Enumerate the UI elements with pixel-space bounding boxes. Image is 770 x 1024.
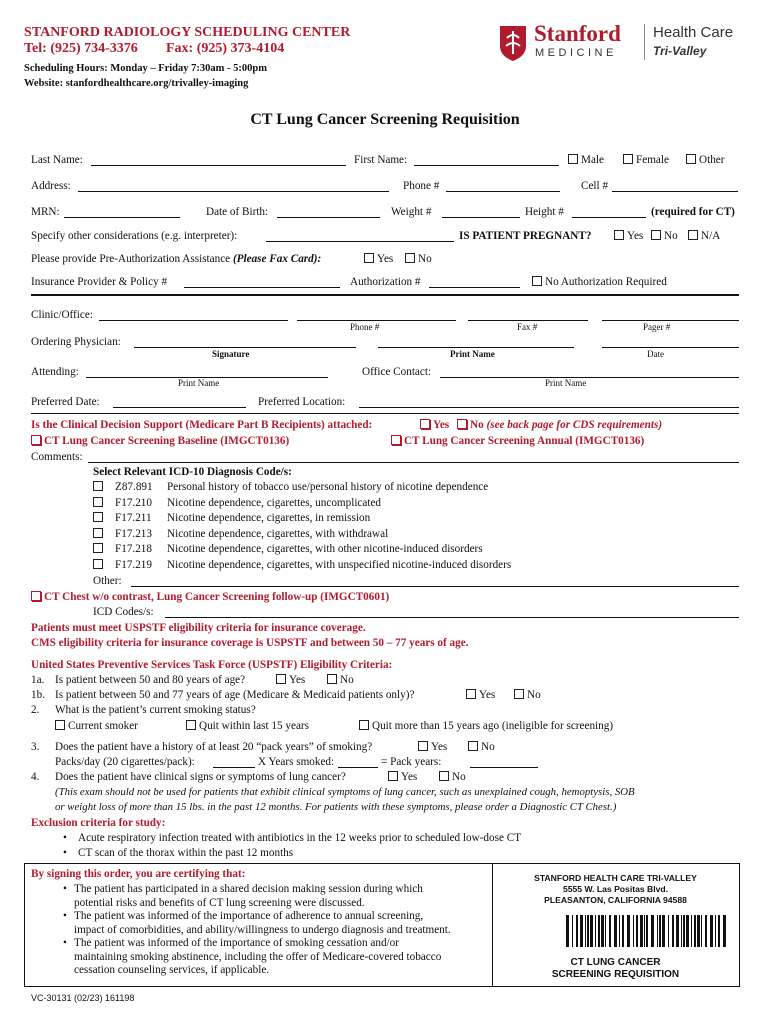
- attending-field[interactable]: [86, 367, 328, 378]
- sex-male-option[interactable]: [568, 154, 604, 167]
- icd-desc: Nicotine dependence, cigarettes, with unspecified nicotine-induced disorders: [167, 558, 512, 571]
- pregnant-yes-checkbox[interactable]: [614, 230, 624, 240]
- comments-label: Comments:: [31, 451, 83, 463]
- sex-other-option[interactable]: [686, 154, 724, 167]
- ordering-physician-label: Ordering Physician:: [31, 336, 121, 348]
- logo-trivalley-text: Tri-Valley: [653, 44, 707, 58]
- signing-bullet-dot: •: [63, 910, 67, 922]
- female-label: Female: [636, 154, 669, 166]
- q3-number: 3.: [31, 741, 40, 753]
- icd-desc: Personal history of tobacco use/personal history of nicotine dependence: [167, 481, 489, 493]
- cds-yes-option[interactable]: [420, 419, 449, 432]
- annual-option[interactable]: [391, 435, 644, 448]
- q4-yes-option[interactable]: [388, 771, 417, 784]
- q1a-yes-option[interactable]: [276, 674, 305, 687]
- icd-code: F17.218: [115, 543, 152, 555]
- other-checkbox[interactable]: [686, 154, 696, 164]
- q3-yes-option[interactable]: [418, 741, 447, 754]
- cds-no-option[interactable]: [457, 419, 662, 432]
- icd-title: Select Relevant ICD-10 Diagnosis Code/s:: [93, 466, 292, 478]
- mrn-field[interactable]: [64, 207, 180, 218]
- exclusion-bullet-2: •: [63, 847, 67, 859]
- quit-more-option[interactable]: [359, 720, 613, 733]
- signing-bullet-dot: •: [63, 883, 67, 895]
- center-fax: Fax: (925) 373-4104: [166, 41, 285, 56]
- address-line3: PLEASANTON, CALIFORNIA 94588: [544, 895, 687, 905]
- preauth-yes-label: Yes: [377, 253, 394, 265]
- icd-code-checkbox[interactable]: [93, 497, 103, 507]
- address-field[interactable]: [78, 181, 389, 192]
- scheduling-hours: Scheduling Hours: Monday – Friday 7:30am - 5:00pm: [24, 63, 267, 74]
- q2-number: 2.: [31, 704, 40, 716]
- pregnant-na-option[interactable]: [688, 230, 720, 243]
- address-line1: STANFORD HEALTH CARE TRI-VALLEY: [534, 873, 697, 883]
- packs-field[interactable]: [213, 757, 255, 768]
- quit-within-option[interactable]: [186, 720, 309, 733]
- icd-code-checkbox[interactable]: [93, 559, 103, 569]
- preauth-label: Please provide Pre-Authorization Assistance (Please Fax Card):: [31, 253, 322, 265]
- icd-code: F17.210: [115, 496, 152, 509]
- pregnant-na-label: N/A: [701, 230, 721, 242]
- female-checkbox[interactable]: [623, 154, 633, 164]
- q1b-no-checkbox[interactable]: [514, 689, 524, 699]
- pregnant-no-checkbox[interactable]: [651, 230, 661, 240]
- attending-print-name-caption: Print Name: [178, 378, 220, 388]
- clinic-phone-caption: Phone #: [350, 322, 380, 332]
- pack-years-label: = Pack years:: [381, 756, 442, 768]
- pregnant-label: IS PATIENT PREGNANT?: [459, 230, 592, 242]
- icd-code: Z87.891: [115, 481, 153, 493]
- q4-yes-label: Yes: [401, 771, 418, 783]
- q4-number: 4.: [31, 771, 40, 783]
- stanford-logo: [498, 21, 748, 64]
- current-smoker-option[interactable]: [55, 720, 138, 733]
- signing-bullet-line: The patient was informed of the importance of adherence to annual screening,: [74, 910, 424, 922]
- no-auth-option[interactable]: [532, 276, 667, 289]
- preauth-yes-checkbox[interactable]: [364, 253, 374, 263]
- signing-bullet-line: potential risks and benefits of CT lung screening were discussed.: [74, 896, 365, 909]
- cms-line: CMS eligibility criteria for insurance coverage is USPSTF and between 50 – 77 years of age.: [31, 637, 469, 649]
- preauth-no-checkbox[interactable]: [405, 253, 415, 263]
- followup-checkbox[interactable]: [31, 591, 41, 601]
- icd-other-label: Other:: [93, 575, 122, 587]
- icd-other-field[interactable]: [131, 576, 739, 587]
- clinic-office-field[interactable]: [99, 310, 288, 321]
- last-name-label: Last Name:: [31, 154, 83, 166]
- clinic-pager-caption: Pager #: [643, 322, 671, 332]
- q1b-no-option[interactable]: [514, 689, 541, 702]
- preauth-yes-option[interactable]: [364, 253, 393, 266]
- q1a-no-checkbox[interactable]: [327, 674, 337, 684]
- icd-desc: Nicotine dependence, cigarettes, in remission: [167, 512, 371, 524]
- exclusion-item-1: Acute respiratory infection treated with antibiotics in the 12 weeks prior to scheduled low-dose CT: [78, 832, 522, 844]
- current-smoker-label: Current smoker: [68, 720, 138, 732]
- height-label: Height #: [525, 206, 564, 218]
- required-note: (required for CT): [651, 206, 735, 218]
- comments-field[interactable]: [88, 452, 739, 463]
- clinic-fax-caption: Fax #: [517, 322, 538, 332]
- quit-more-label: Quit more than 15 years ago (ineligible for screening): [372, 720, 614, 732]
- followup-option[interactable]: [31, 591, 389, 604]
- q1a-text: Is patient between 50 and 80 years of age?: [55, 674, 246, 686]
- years-smoked-field[interactable]: [338, 757, 378, 768]
- no-auth-label: No Authorization Required: [545, 276, 667, 288]
- clinic-office-label: Clinic/Office:: [31, 309, 93, 321]
- signing-bullet-line: maintaining smoking abstinence, including the offer of Medicare-covered tobacco: [74, 950, 442, 963]
- last-name-field[interactable]: [91, 155, 346, 166]
- ordering-signature-field[interactable]: [134, 337, 356, 348]
- icd-code-option[interactable]: [93, 528, 388, 541]
- q3-text: Does the patient have a history of at least 20 “pack years” of smoking?: [55, 741, 373, 753]
- preauth-no-option[interactable]: [405, 253, 432, 266]
- baseline-checkbox[interactable]: [31, 435, 41, 445]
- cds-no-label: No: [470, 419, 484, 431]
- icd-code-option[interactable]: [93, 512, 370, 525]
- cell-label: Cell #: [581, 180, 609, 192]
- pregnant-na-checkbox[interactable]: [688, 230, 698, 240]
- insurance-field[interactable]: [184, 277, 340, 288]
- icd-code: F17.219: [115, 558, 152, 571]
- preferred-date-field[interactable]: [113, 397, 246, 408]
- phone-label: Phone #: [403, 180, 440, 192]
- followup-label: CT Chest w/o contrast, Lung Cancer Screening follow-up (IMGCT0601): [44, 591, 390, 603]
- icd-code-checkbox[interactable]: [93, 543, 103, 553]
- pack-years-field[interactable]: [470, 757, 538, 768]
- icd-code: F17.211: [115, 512, 152, 524]
- address-line2: 5555 W. Las Positas Blvd.: [562, 884, 669, 894]
- uspstf-line: Patients must meet USPSTF eligibility criteria for insurance coverage.: [31, 622, 366, 634]
- ordering-print-name-field[interactable]: [378, 337, 574, 348]
- q1a-no-option[interactable]: [327, 674, 354, 687]
- years-smoked-label: X Years smoked:: [258, 756, 335, 768]
- exclusion-title: Exclusion criteria for study:: [31, 817, 166, 829]
- form-title: CT Lung Cancer Screening Requisition: [250, 111, 520, 128]
- q1b-number: 1b.: [31, 689, 45, 701]
- icd-code-option[interactable]: [93, 497, 381, 510]
- date-caption: Date: [647, 349, 664, 359]
- q3-yes-checkbox[interactable]: [418, 741, 428, 751]
- icd-codes-label: ICD Codes/s:: [93, 606, 154, 618]
- q1b-yes-option[interactable]: [466, 689, 495, 702]
- pregnant-no-option[interactable]: [651, 230, 678, 243]
- clinic-phone-field[interactable]: [297, 310, 456, 321]
- q2-text: What is the patient’s current smoking status?: [55, 704, 256, 716]
- doc-title-line1: CT LUNG CANCER: [570, 957, 661, 968]
- dob-label: Date of Birth:: [206, 206, 269, 218]
- logo-medicine-text: MEDICINE: [535, 47, 617, 59]
- baseline-option[interactable]: [31, 435, 289, 448]
- q4-yes-checkbox[interactable]: [388, 771, 398, 781]
- center-tel: Tel: (925) 734-3376: [24, 41, 138, 56]
- stanford-seal-icon: [498, 24, 528, 62]
- q3-no-checkbox[interactable]: [468, 741, 478, 751]
- pregnant-no-label: No: [664, 230, 678, 242]
- preferred-date-label: Preferred Date:: [31, 396, 100, 408]
- center-name: STANFORD RADIOLOGY SCHEDULING CENTER: [24, 25, 351, 40]
- cell-field[interactable]: [612, 181, 738, 192]
- q4-note-line1: (This exam should not be used for patients that exhibit clinical symptoms of lung cancer, such as unexplained cough, hemoptysis, SOB: [55, 786, 635, 798]
- criteria-title: United States Preventive Services Task Force (USPSTF) Eligibility Criteria:: [31, 659, 393, 671]
- insurance-label: Insurance Provider & Policy #: [31, 276, 168, 288]
- website: Website: stanfordhealthcare.org/trivalley-imaging: [24, 78, 249, 89]
- office-contact-label: Office Contact:: [362, 366, 432, 378]
- icd-desc: Nicotine dependence, cigarettes, uncomplicated: [167, 496, 382, 509]
- weight-field[interactable]: [442, 207, 520, 218]
- q4-no-checkbox[interactable]: [439, 771, 449, 781]
- q4-no-option[interactable]: [439, 771, 466, 784]
- height-field[interactable]: [572, 207, 646, 218]
- form-code: VC-30131 (02/23) 161198: [31, 993, 135, 1003]
- print-name-caption: Print Name: [450, 349, 495, 359]
- exclusion-bullet-1: •: [63, 832, 67, 844]
- clinic-fax-field[interactable]: [468, 310, 588, 321]
- q1a-yes-checkbox[interactable]: [276, 674, 286, 684]
- sex-female-option[interactable]: [623, 154, 669, 167]
- specify-label: Specify other considerations (e.g. interpreter):: [31, 230, 238, 242]
- cds-note: (see back page for CDS requirements): [486, 419, 663, 431]
- first-name-label: First Name:: [354, 154, 408, 166]
- cds-no-checkbox[interactable]: [457, 419, 467, 429]
- quit-within-label: Quit within last 15 years: [199, 720, 309, 732]
- icd-code-option[interactable]: [93, 559, 511, 572]
- specify-field[interactable]: [266, 231, 454, 242]
- annual-checkbox[interactable]: [391, 435, 401, 445]
- weight-label: Weight #: [391, 206, 432, 218]
- q1a-yes-label: Yes: [289, 674, 306, 686]
- icd-code-option[interactable]: [93, 481, 488, 494]
- exclusion-item-2: CT scan of the thorax within the past 12 months: [78, 847, 294, 859]
- icd-code-checkbox[interactable]: [93, 512, 103, 522]
- quit-within-checkbox[interactable]: [186, 720, 196, 730]
- preauth-no-label: No: [418, 253, 432, 265]
- icd-code-checkbox[interactable]: [93, 528, 103, 538]
- icd-desc: Nicotine dependence, cigarettes, with withdrawal: [167, 527, 389, 540]
- q3-yes-label: Yes: [431, 741, 448, 753]
- male-label: Male: [581, 154, 604, 166]
- first-name-field[interactable]: [414, 155, 559, 166]
- signing-bullet-line: The patient has participated in a shared decision making session during which: [74, 883, 423, 895]
- q3-no-label: No: [481, 741, 495, 753]
- signing-bullet-line: impact of comorbidities, and ability/willingness to undergo diagnosis and treatment.: [74, 923, 451, 936]
- barcode-icon: [566, 915, 726, 947]
- q4-text: Does the patient have clinical signs or symptoms of lung cancer?: [55, 771, 346, 783]
- signing-bullet-line: The patient was informed of the importance of smoking cessation and/or: [74, 937, 399, 949]
- doc-title-line2: SCREENING REQUISITION: [551, 969, 680, 980]
- q1b-yes-checkbox[interactable]: [466, 689, 476, 699]
- q1b-text: Is patient between 50 and 77 years of age (Medicare & Medicaid patients only)?: [55, 689, 415, 701]
- mrn-label: MRN:: [31, 206, 60, 218]
- clinic-pager-field[interactable]: [602, 310, 739, 321]
- signing-bullet-line: cessation counseling services, if applicable.: [74, 964, 270, 976]
- icd-desc: Nicotine dependence, cigarettes, with other nicotine-induced disorders: [167, 543, 483, 555]
- current-smoker-checkbox[interactable]: [55, 720, 65, 730]
- q4-no-label: No: [452, 771, 466, 783]
- preferred-location-field[interactable]: [359, 397, 739, 408]
- office-contact-print-name-caption: Print Name: [545, 378, 587, 388]
- icd-code-checkbox[interactable]: [93, 481, 103, 491]
- signing-bullet-dot: •: [63, 937, 67, 949]
- q4-note-line2: or weight loss of more than 15 lbs. in the past 12 months. For patients with these symptoms, please order a Diagnostic CT Chest.): [55, 801, 617, 813]
- quit-more-checkbox[interactable]: [359, 720, 369, 730]
- no-auth-checkbox[interactable]: [532, 276, 542, 286]
- address-label: Address:: [31, 180, 71, 192]
- q1b-yes-label: Yes: [479, 689, 496, 701]
- authorization-label: Authorization #: [350, 276, 421, 288]
- q1a-no-label: No: [340, 674, 354, 686]
- q3-no-option[interactable]: [468, 741, 495, 754]
- icd-code: F17.213: [115, 527, 152, 540]
- q1b-no-label: No: [527, 689, 541, 701]
- phone-field[interactable]: [446, 181, 560, 192]
- pregnant-yes-option[interactable]: [614, 230, 643, 243]
- cds-yes-label: Yes: [433, 419, 450, 431]
- q1a-number: 1a.: [31, 674, 45, 686]
- attending-label: Attending:: [31, 366, 79, 378]
- icd-code-option[interactable]: [93, 543, 483, 556]
- logo-health-care-text: Health Care: [653, 24, 734, 41]
- signing-title: By signing this order, you are certifying that:: [31, 868, 246, 880]
- cds-question: Is the Clinical Decision Support (Medicare Part B Recipients) attached:: [31, 419, 373, 431]
- cds-yes-checkbox[interactable]: [420, 419, 430, 429]
- other-label: Other: [699, 154, 725, 166]
- ordering-date-field[interactable]: [602, 337, 739, 348]
- packs-label: Packs/day (20 cigarettes/pack):: [55, 756, 195, 768]
- annual-label: CT Lung Cancer Screening Annual (IMGCT0136): [404, 435, 645, 447]
- male-checkbox[interactable]: [568, 154, 578, 164]
- office-contact-field[interactable]: [440, 367, 739, 378]
- preferred-location-label: Preferred Location:: [258, 396, 346, 408]
- baseline-label: CT Lung Cancer Screening Baseline (IMGCT0136): [44, 435, 290, 447]
- authorization-field[interactable]: [429, 277, 520, 288]
- icd-codes-field[interactable]: [165, 607, 739, 618]
- pregnant-yes-label: Yes: [627, 230, 644, 242]
- dob-field[interactable]: [277, 207, 380, 218]
- signature-caption: Signature: [212, 349, 250, 359]
- logo-stanford-text: Stanford: [534, 21, 621, 46]
